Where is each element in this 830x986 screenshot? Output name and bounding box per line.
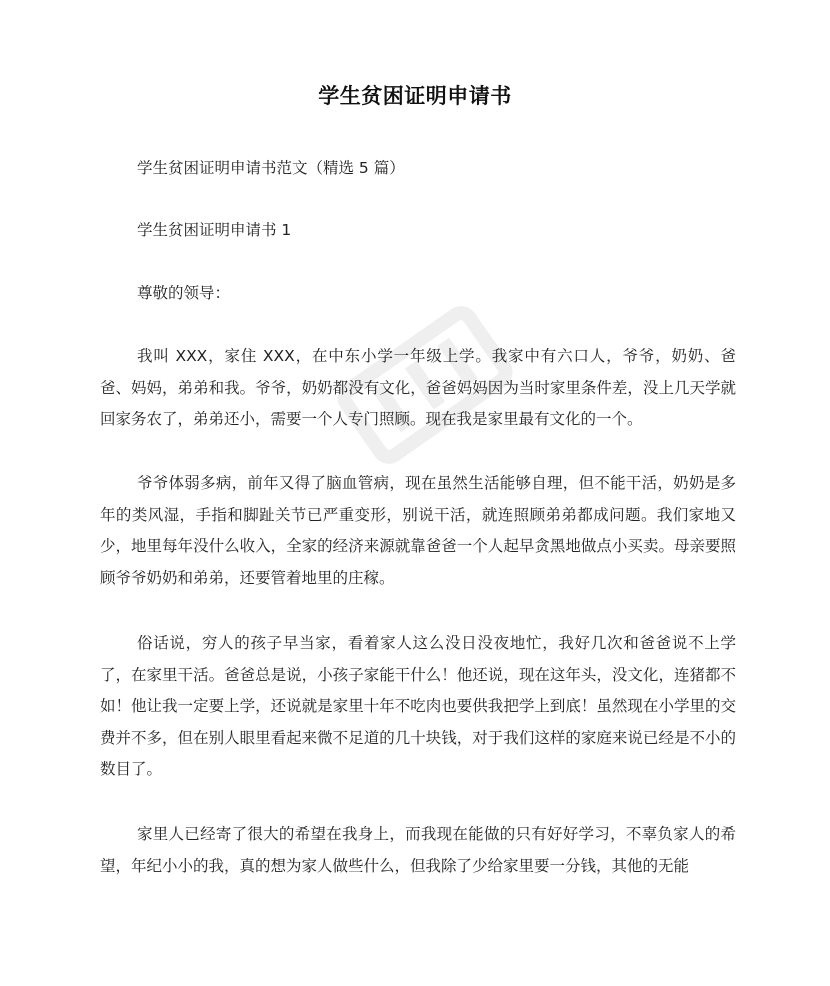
paragraph-4: 家里人已经寄了很大的希望在我身上，而我现在能做的只有好好学习，不辜负家人的希望，年纪小小的我，真的想为家人做些什么，但我除了少给家里要一分钱，其他的无能 xyxy=(100,825,736,875)
paragraph-2: 爷爷体弱多病，前年又得了脑血管病，现在虽然生活能够自理，但不能干活，奶奶是多年的类风湿，手指和脚趾关节已严重变形，别说干活，就连照顾弟弟都成问题。我们家地又少，地里每年没什么收入，全家的经济来源就靠爸爸一个人起早贪黑地做点小买卖。母亲要照顾爷爷奶奶和弟弟，还要管着地里的庄稼。 xyxy=(100,474,736,587)
paragraph-3: 俗话说，穷人的孩子早当家，看着家人这么没日没夜地忙，我好几次和爸爸说不上学了，在家里干活。爸爸总是说，小孩子家能干什么！他还说，现在这年头，没文化，连猪都不如！他让我一定要上学，还说就是家里十年不吃肉也要供我把学上到底！虽然现在小学里的交费并不多，但在别人眼里看起来微不足道的几十块钱，对于我们这样的家庭来说已经是不小的数目了。 xyxy=(100,634,736,778)
section-heading: 学生贫困证明申请书 1 xyxy=(137,221,292,239)
salutation: 尊敬的领导： xyxy=(137,284,231,302)
paragraph-1: 我叫 XXX，家住 XXX，在中东小学一年级上学。我家中有六口人，爷爷，奶奶、爸爸、妈妈，弟弟和我。爷爷，奶奶都没有文化，爸爸妈妈因为当时家里条件差，没上几天学就回家务农了，弟弟还小，需要一个人专门照顾。现在我是家里最有文化的一个。 xyxy=(100,347,736,428)
document-subtitle: 学生贫困证明申请书范文（精选 5 篇） xyxy=(137,159,405,177)
page-title: 学生贫困证明申请书 xyxy=(318,84,512,108)
